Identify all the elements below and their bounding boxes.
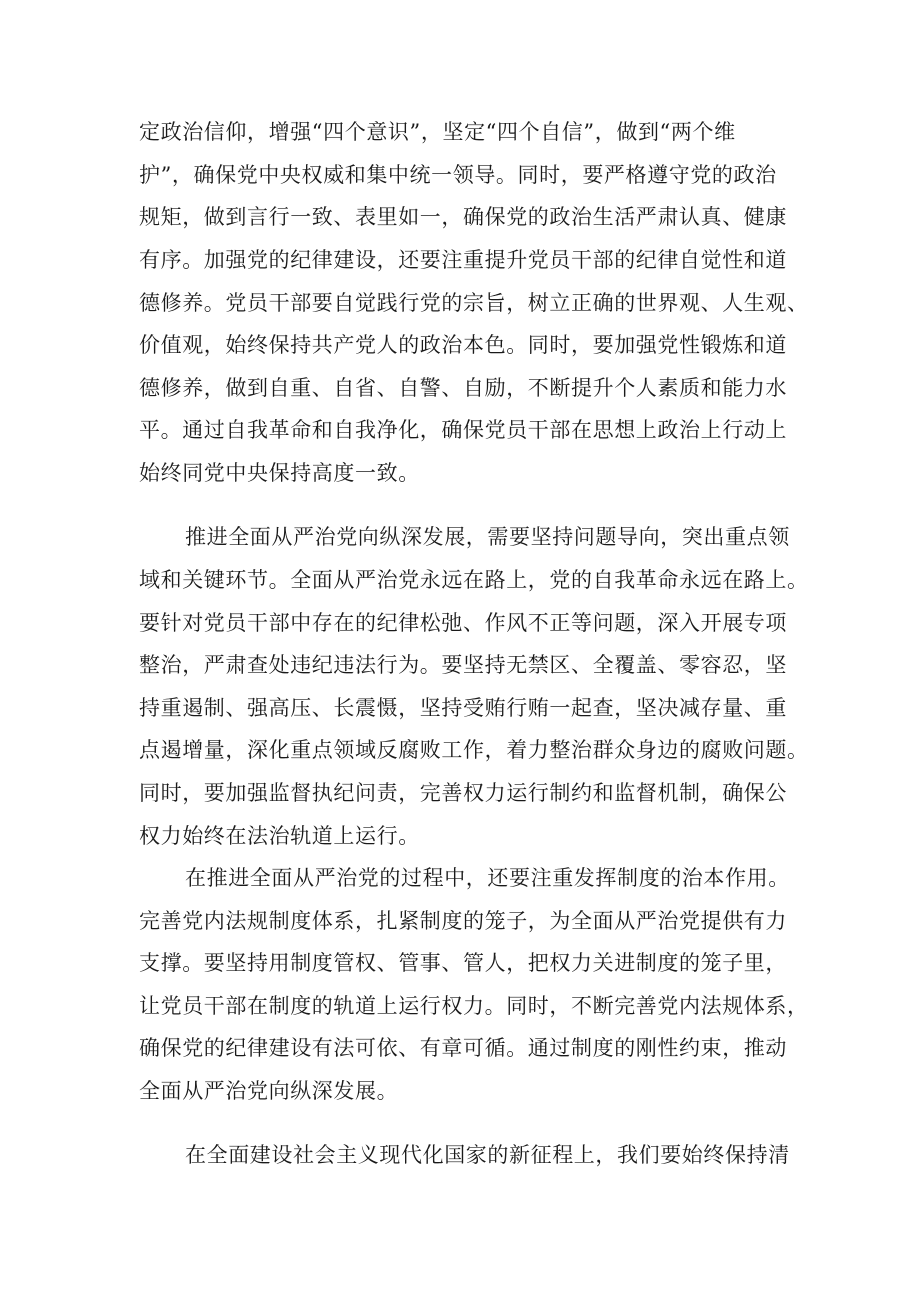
- text-line: 域和关键环节。全面从严治党永远在路上，党的自我革命永远在路上。: [139, 568, 809, 592]
- text-line: 定政治信仰，增强“四个意识”，坚定“四个自信”，做到“两个维: [139, 120, 736, 144]
- text-line: 确保党的纪律建设有法可依、有章可循。通过制度的刚性约束，推动: [139, 1036, 787, 1060]
- text-line: 德修养。党员干部要自觉践行党的宗旨，树立正确的世界观、人生观、: [139, 291, 809, 315]
- text-line: 要针对党员干部中存在的纪律松弛、作风不正等问题，深入开展专项: [139, 611, 787, 635]
- text-line: 价值观，始终保持共产党人的政治本色。同时，要加强党性锻炼和道: [139, 333, 787, 357]
- text-line: 护”，确保党中央权威和集中统一领导。同时，要严格遵守党的政治: [139, 163, 777, 187]
- text-line: 始终同党中央保持高度一致。: [139, 461, 420, 485]
- text-line: 在推进全面从严治党的过程中，还要注重发挥制度的治本作用。: [185, 866, 790, 890]
- text-line: 完善党内法规制度体系，扎紧制度的笼子，为全面从严治党提供有力: [139, 909, 787, 933]
- text-line: 持重遏制、强高压、长震慑，坚持受贿行贿一起查，坚决减存量、重: [139, 696, 787, 720]
- text-line: 点遏增量，深化重点领域反腐败工作，着力整治群众身边的腐败问题。: [139, 738, 809, 762]
- text-line: 支撑。要坚持用制度管权、管事、管人，把权力关进制度的笼子里，: [139, 951, 787, 975]
- text-line: 权力始终在法治轨道上运行。: [139, 824, 420, 848]
- text-line: 让党员干部在制度的轨道上运行权力。同时，不断完善党内法规体系，: [139, 994, 809, 1018]
- text-line: 全面从严治党向纵深发展。: [139, 1079, 399, 1103]
- text-line: 整治，严肃查处违纪违法行为。要坚持无禁区、全覆盖、零容忍，坚: [139, 653, 787, 677]
- text-line: 有序。加强党的纪律建设，还要注重提升党员干部的纪律自觉性和道: [139, 248, 787, 272]
- text-line: 德修养，做到自重、自省、自警、自励，不断提升个人素质和能力水: [139, 376, 787, 400]
- text-line: 推进全面从严治党向纵深发展，需要坚持问题导向，突出重点领: [185, 525, 790, 549]
- text-line: 同时，要加强监督执纪问责，完善权力运行制约和监督机制，确保公: [139, 781, 787, 805]
- text-line: 在全面建设社会主义现代化国家的新征程上，我们要始终保持清: [185, 1143, 790, 1167]
- text-line: 规矩，做到言行一致、表里如一，确保党的政治生活严肃认真、健康: [139, 205, 787, 229]
- text-line: 平。通过自我革命和自我净化，确保党员干部在思想上政治上行动上: [139, 418, 787, 442]
